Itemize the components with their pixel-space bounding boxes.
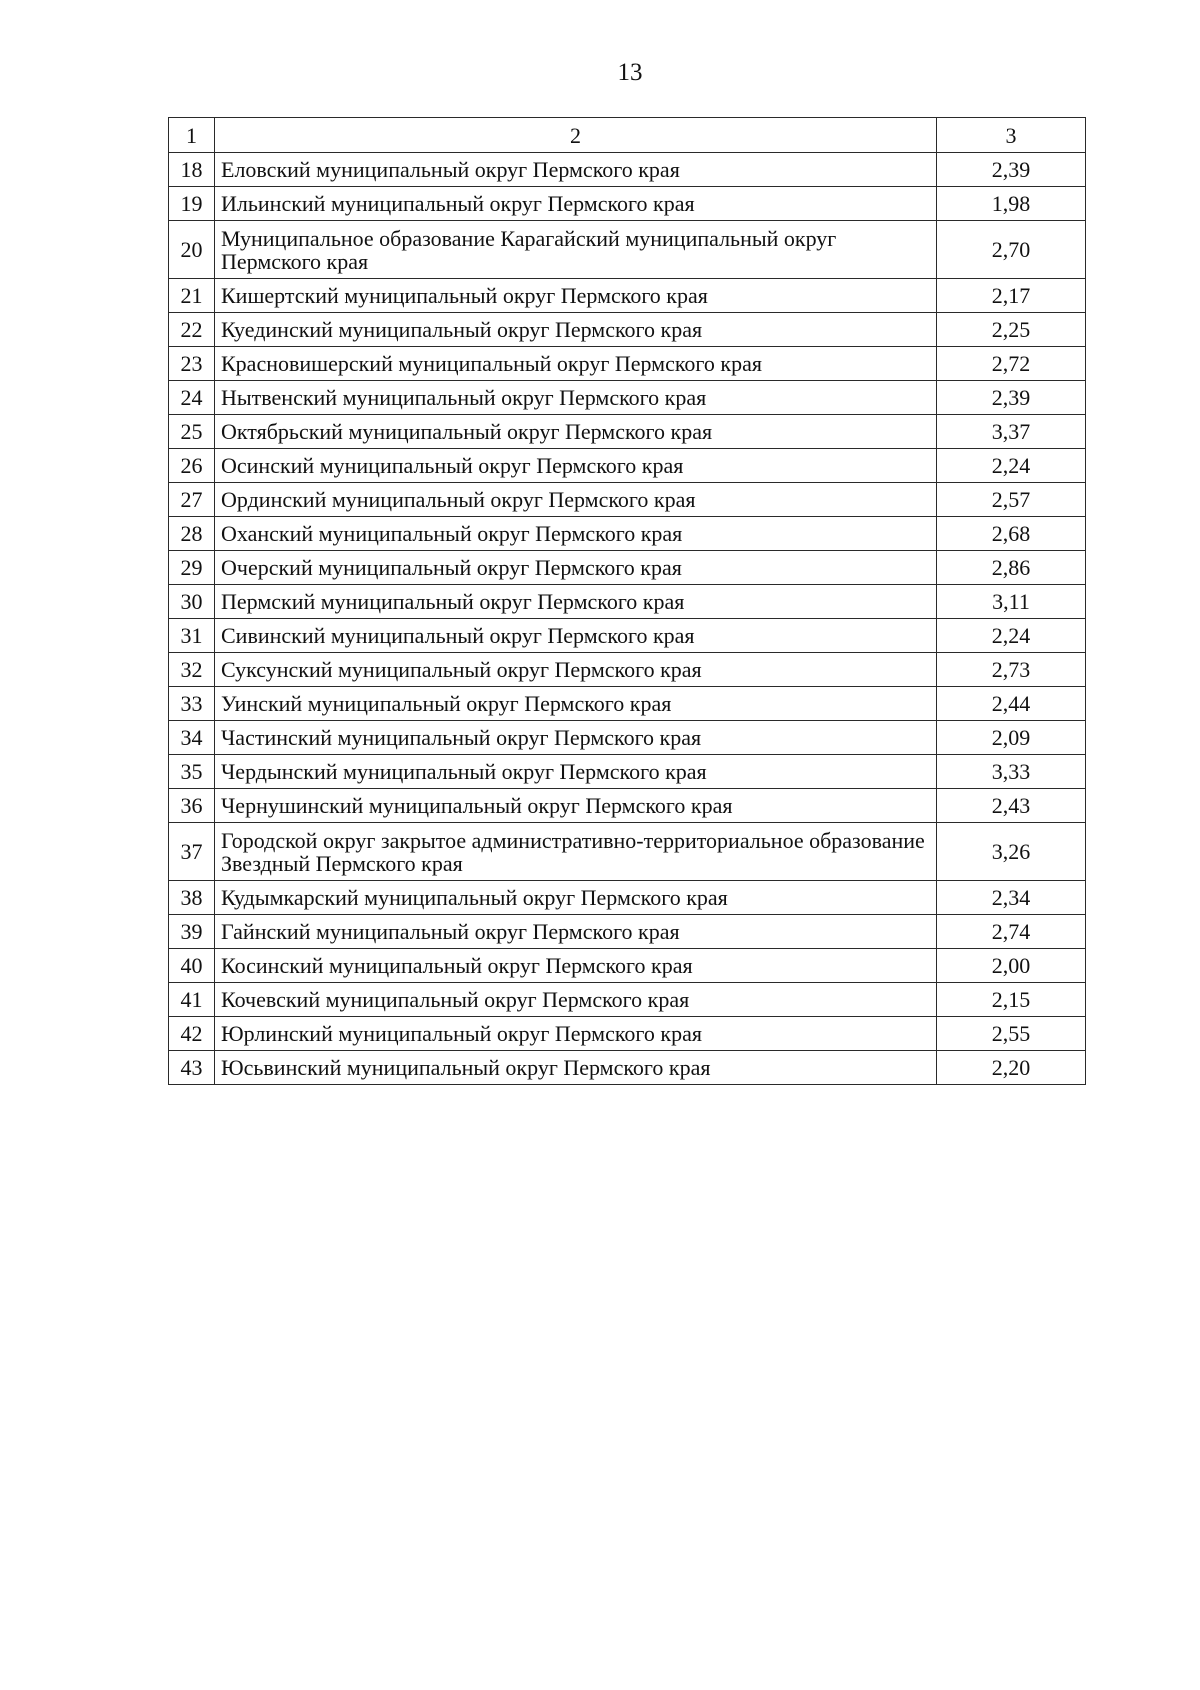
row-number: 39 [169,915,215,949]
municipality-name: Частинский муниципальный округ Пермского края [215,721,937,755]
table-row [169,313,1086,347]
column-header-value: 3 [937,118,1086,153]
municipality-name: Октябрьский муниципальный округ Пермского края [215,415,937,449]
table-row [169,915,1086,949]
table-row [169,1017,1086,1051]
row-number: 28 [169,517,215,551]
row-number: 37 [169,823,215,881]
row-number: 30 [169,585,215,619]
row-number: 23 [169,347,215,381]
coefficient-value: 2,25 [937,313,1086,347]
column-header-name: 2 [215,118,937,153]
coefficient-value: 2,44 [937,687,1086,721]
row-number: 34 [169,721,215,755]
municipality-name: Косинский муниципальный округ Пермского края [215,949,937,983]
table-row [169,983,1086,1017]
row-number: 36 [169,789,215,823]
municipality-name: Суксунский муниципальный округ Пермского края [215,653,937,687]
municipality-name: Юрлинский муниципальный округ Пермского края [215,1017,937,1051]
table-row [169,721,1086,755]
page-number: 13 [617,59,643,86]
coefficient-value: 2,17 [937,279,1086,313]
row-number: 29 [169,551,215,585]
municipality-name: Красновишерский муниципальный округ Пермского края [215,347,937,381]
table-row [169,687,1086,721]
table-row [169,153,1086,187]
municipality-name: Уинский муниципальный округ Пермского края [215,687,937,721]
municipality-name: Куединский муниципальный округ Пермского края [215,313,937,347]
coefficient-value: 2,57 [937,483,1086,517]
table-row [169,449,1086,483]
coefficient-value: 2,73 [937,653,1086,687]
coefficient-value: 1,98 [937,187,1086,221]
row-number: 18 [169,153,215,187]
coefficient-value: 2,74 [937,915,1086,949]
coefficient-value: 2,09 [937,721,1086,755]
municipality-name: Ординский муниципальный округ Пермского края [215,483,937,517]
row-number: 33 [169,687,215,721]
table-row [169,187,1086,221]
row-number: 32 [169,653,215,687]
table-row [169,619,1086,653]
table-row [169,483,1086,517]
table-row [169,585,1086,619]
row-number: 26 [169,449,215,483]
municipality-name: Гайнский муниципальный округ Пермского края [215,915,937,949]
municipality-name: Городской округ закрытое административно-территориальное образование Звездный Пермского края [215,823,937,881]
coefficient-value: 2,24 [937,619,1086,653]
coefficient-value: 2,72 [937,347,1086,381]
row-number: 31 [169,619,215,653]
coefficient-value: 2,39 [937,153,1086,187]
municipality-name: Кишертский муниципальный округ Пермского края [215,279,937,313]
municipality-name: Осинский муниципальный округ Пермского края [215,449,937,483]
row-number: 35 [169,755,215,789]
row-number: 24 [169,381,215,415]
coefficient-value: 2,00 [937,949,1086,983]
table-row [169,279,1086,313]
coefficient-value: 2,68 [937,517,1086,551]
coefficient-value: 2,15 [937,983,1086,1017]
municipality-name: Пермский муниципальный округ Пермского края [215,585,937,619]
row-number: 42 [169,1017,215,1051]
municipality-name: Кочевский муниципальный округ Пермского края [215,983,937,1017]
row-number: 38 [169,881,215,915]
table-row [169,789,1086,823]
table-row [169,755,1086,789]
municipality-name: Ильинский муниципальный округ Пермского края [215,187,937,221]
table-row [169,221,1086,279]
coefficient-value: 2,70 [937,221,1086,279]
table-row [169,415,1086,449]
coefficient-value: 2,24 [937,449,1086,483]
coefficient-value: 2,43 [937,789,1086,823]
coefficient-value: 2,86 [937,551,1086,585]
coefficient-value: 2,20 [937,1051,1086,1085]
coefficient-value: 3,37 [937,415,1086,449]
coefficient-value: 3,11 [937,585,1086,619]
table-row [169,381,1086,415]
municipality-name: Очерский муниципальный округ Пермского края [215,551,937,585]
table-header-row [169,118,1086,153]
row-number: 25 [169,415,215,449]
municipality-table [168,117,1086,1085]
table-row [169,1051,1086,1085]
row-number: 20 [169,221,215,279]
table-row [169,551,1086,585]
municipality-name: Юсьвинский муниципальный округ Пермского края [215,1051,937,1085]
row-number: 43 [169,1051,215,1085]
row-number: 41 [169,983,215,1017]
coefficient-value: 2,34 [937,881,1086,915]
coefficient-value: 3,26 [937,823,1086,881]
row-number: 22 [169,313,215,347]
municipality-name: Сивинский муниципальный округ Пермского края [215,619,937,653]
table-row [169,823,1086,881]
municipality-name: Муниципальное образование Карагайский муниципальный округ Пермского края [215,221,937,279]
row-number: 27 [169,483,215,517]
municipality-name: Еловский муниципальный округ Пермского края [215,153,937,187]
row-number: 40 [169,949,215,983]
municipality-name: Кудымкарский муниципальный округ Пермского края [215,881,937,915]
table-row [169,517,1086,551]
municipality-name: Нытвенский муниципальный округ Пермского края [215,381,937,415]
row-number: 21 [169,279,215,313]
municipality-name: Чердынский муниципальный округ Пермского края [215,755,937,789]
coefficient-value: 3,33 [937,755,1086,789]
table-row [169,949,1086,983]
table-row [169,881,1086,915]
municipality-name: Чернушинский муниципальный округ Пермского края [215,789,937,823]
row-number: 19 [169,187,215,221]
coefficient-value: 2,55 [937,1017,1086,1051]
column-header-number: 1 [169,118,215,153]
municipality-name: Оханский муниципальный округ Пермского края [215,517,937,551]
table-row [169,653,1086,687]
table-row [169,347,1086,381]
coefficient-value: 2,39 [937,381,1086,415]
